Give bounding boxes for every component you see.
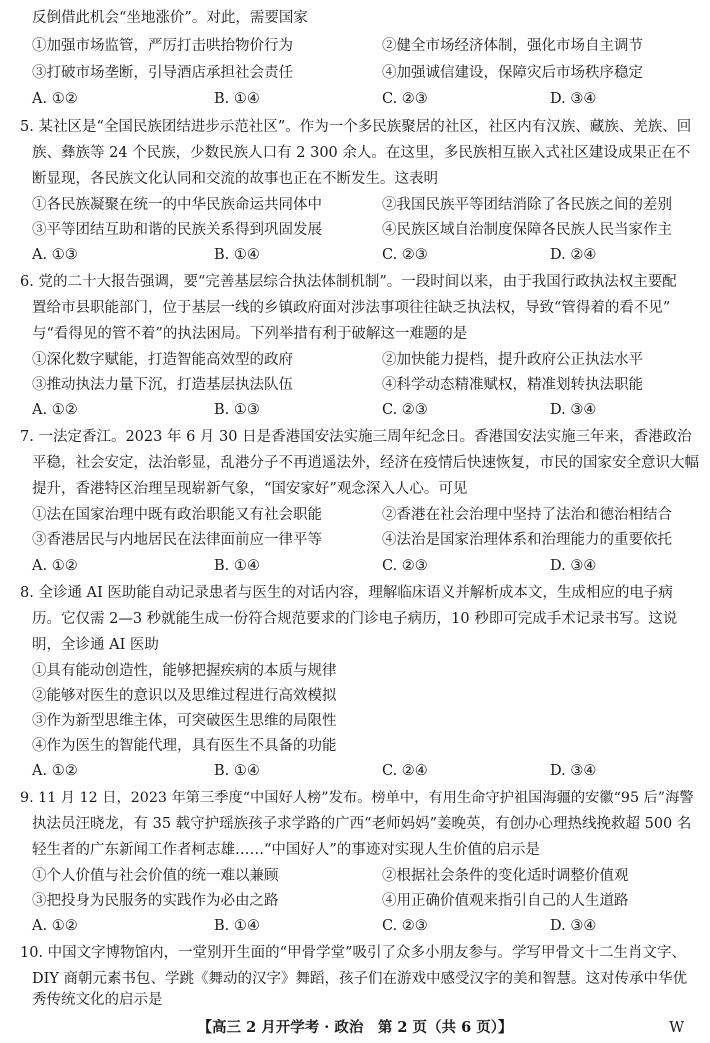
q8-option-d: D. ③④	[550, 763, 597, 779]
q9-option-b: B. ①④	[214, 918, 260, 934]
q8-option-a: A. ①②	[32, 763, 78, 779]
q4-option-a: A. ①②	[32, 91, 78, 107]
q6-statement-3: ③推动执法力量下沉，打造基层执法队伍	[32, 377, 293, 393]
q7-stem-line-3: 提升，香港特区治理呈现崭新气象，“国安家好”观念深入人心。可见	[32, 481, 468, 497]
q10-stem-line-2: DIY 商朝元素书包、学跳《舞动的汉字》舞蹈，孩子们在游戏中感受汉字的美和智慧。这对传承中华优	[32, 971, 688, 987]
q9-statement-2: ②根据社会条件的变化适时调整价值观	[382, 868, 629, 884]
q7-option-a: A. ①②	[32, 558, 78, 574]
q6-stem-line-3: 与“看得见的管不着”的执法困局。下列举措有利于破解这一难题的是	[32, 326, 468, 342]
q6-stem-line-1: 6. 党的二十大报告强调，要“完善基层综合执法体制机制”。一段时间以来，由于我国行政执法权主要配	[20, 274, 677, 290]
q5-option-c: C. ②③	[382, 247, 428, 263]
q8-statement-2: ②能够对医生的意识以及思维过程进行高效模拟	[32, 688, 337, 704]
q6-statement-2: ②加快能力提档，提升政府公正执法水平	[382, 352, 643, 368]
q9-statement-3: ③把投身为民服务的实践作为必由之路	[32, 893, 279, 909]
q4-statement-3: ③打破市场垄断，引导酒店承担社会责任	[32, 65, 293, 81]
q5-statement-3: ③平等团结互助和谐的民族关系得到巩固发展	[32, 222, 322, 238]
q5-stem-line-2: 族、彝族等 24 个民族，少数民族人口有 2 300 余人。在这里，多民族相互嵌入式社区建设成果正在不	[32, 145, 691, 161]
q7-statement-3: ③香港居民与内地居民在法律面前应一律平等	[32, 532, 322, 548]
q7-statement-2: ②香港在社会治理中坚持了法治和德治相结合	[382, 507, 672, 523]
q8-statement-1: ①具有能动创造性，能够把握疾病的本质与规律	[32, 663, 337, 679]
q9-stem-line-3: 轻生者的广东新闻工作者柯志雄……“中国好人”的事迹对实现人生价值的启示是	[32, 842, 540, 858]
q4-statement-4: ④加强诚信建设，保障灾后市场秩序稳定	[382, 65, 643, 81]
q8-statement-4: ④作为医生的智能代理，具有医生不具备的功能	[32, 738, 337, 754]
q8-statement-3: ③作为新型思维主体，可突破医生思维的局限性	[32, 713, 337, 729]
q5-statement-4: ④民族区域自治制度保障各民族人民当家作主	[382, 222, 672, 238]
q6-option-d: D. ③④	[550, 402, 597, 418]
q4-stem-tail: 反倒借此机会“坐地涨价”。对此，需要国家	[32, 10, 308, 26]
q8-option-c: C. ②④	[382, 763, 428, 779]
q9-option-a: A. ①②	[32, 918, 78, 934]
q6-statement-4: ④科学动态精准赋权，精准划转执法职能	[382, 377, 643, 393]
q6-option-c: C. ②③	[382, 402, 428, 418]
q4-option-c: C. ②③	[382, 91, 428, 107]
q5-option-d: D. ②④	[550, 247, 597, 263]
q6-option-a: A. ①②	[32, 402, 78, 418]
q7-stem-line-2: 平稳，社会安定，法治彰显，乱港分子不再逍遥法外，经济在疫情后快速恢复，市民的国家安全意识大幅	[32, 455, 699, 471]
q7-statement-1: ①法在国家治理中既有政治职能又有社会职能	[32, 507, 322, 523]
q7-stem-line-1: 7. 一法定香江。2023 年 6 月 30 日是香港国安法实施三周年纪念日。香港国安法实施三年来，香港政治	[20, 429, 692, 445]
q7-option-b: B. ①④	[214, 558, 260, 574]
q4-option-d: D. ③④	[550, 91, 597, 107]
q10-stem-line-1: 10. 中国文字博物馆内，一堂别开生面的“甲骨学堂”吸引了众多小朋友参与。学写甲骨文十二生肖文字、	[20, 945, 686, 961]
q4-statement-1: ①加强市场监管，严厉打击哄抬物价行为	[32, 38, 293, 54]
q8-option-b: B. ①④	[214, 763, 260, 779]
version-mark: W	[669, 1020, 684, 1036]
q9-option-d: D. ③④	[550, 918, 597, 934]
q9-statement-4: ④用正确价值观来指引自己的人生道路	[382, 893, 629, 909]
q5-statement-2: ②我国民族平等团结消除了各民族之间的差别	[382, 197, 672, 213]
q5-option-a: A. ①③	[32, 247, 78, 263]
q9-stem-line-1: 9. 11 月 12 日，2023 年第三季度“中国好人榜”发布。榜单中，有用生命守护祖国海疆的安徽“95 后”海警	[20, 790, 694, 806]
q9-stem-line-2: 执法员汪晓龙，有 35 载守护瑶族孩子求学路的广西“老师妈妈”姜晚英，有创办心理热线挽救超 500 名	[32, 816, 692, 832]
q5-stem-line-1: 5. 某社区是“全国民族团结进步示范社区”。作为一个多民族聚居的社区，社区内有汉族、藏族、羌族、回	[20, 119, 692, 135]
q5-stem-line-3: 断显现，各民族文化认同和交流的故事也正在不断发生。这表明	[32, 171, 438, 187]
q8-stem-line-2: 历。它仅需 2—3 秒就能生成一份符合规范要求的门诊电子病历，10 秒即可完成手术记录书写。这说	[32, 611, 678, 627]
q6-option-b: B. ①③	[214, 402, 260, 418]
q7-statement-4: ④法治是国家治理体系和治理能力的重要依托	[382, 532, 672, 548]
q7-option-c: C. ②③	[382, 558, 428, 574]
q6-statement-1: ①深化数字赋能，打造智能高效型的政府	[32, 352, 293, 368]
q4-option-b: B. ①④	[214, 91, 260, 107]
q8-stem-line-3: 明，全诊通 AI 医助	[32, 637, 159, 653]
q8-stem-line-1: 8. 全诊通 AI 医助能自动记录患者与医生的对话内容，理解临床语义并解析成本文，生成相应的电子病	[20, 585, 673, 601]
q9-option-c: C. ②③	[382, 918, 428, 934]
q5-statement-1: ①各民族凝聚在统一的中华民族命运共同体中	[32, 197, 322, 213]
q9-statement-1: ①个人价值与社会价值的统一难以兼顾	[32, 868, 279, 884]
q5-option-b: B. ①④	[214, 247, 260, 263]
q4-statement-2: ②健全市场经济体制，强化市场自主调节	[382, 38, 643, 54]
q6-stem-line-2: 置给市县职能部门，位于基层一线的乡镇政府面对涉法事项往往缺乏执法权，导致“管得着的看不见”	[32, 300, 671, 316]
page-footer: 【高三 2 月开学考 · 政治 第 2 页（共 6 页）】	[197, 1019, 513, 1036]
q7-option-d: D. ③④	[550, 558, 597, 574]
q10-stem-line-3: 秀传统文化的启示是	[32, 992, 163, 1008]
